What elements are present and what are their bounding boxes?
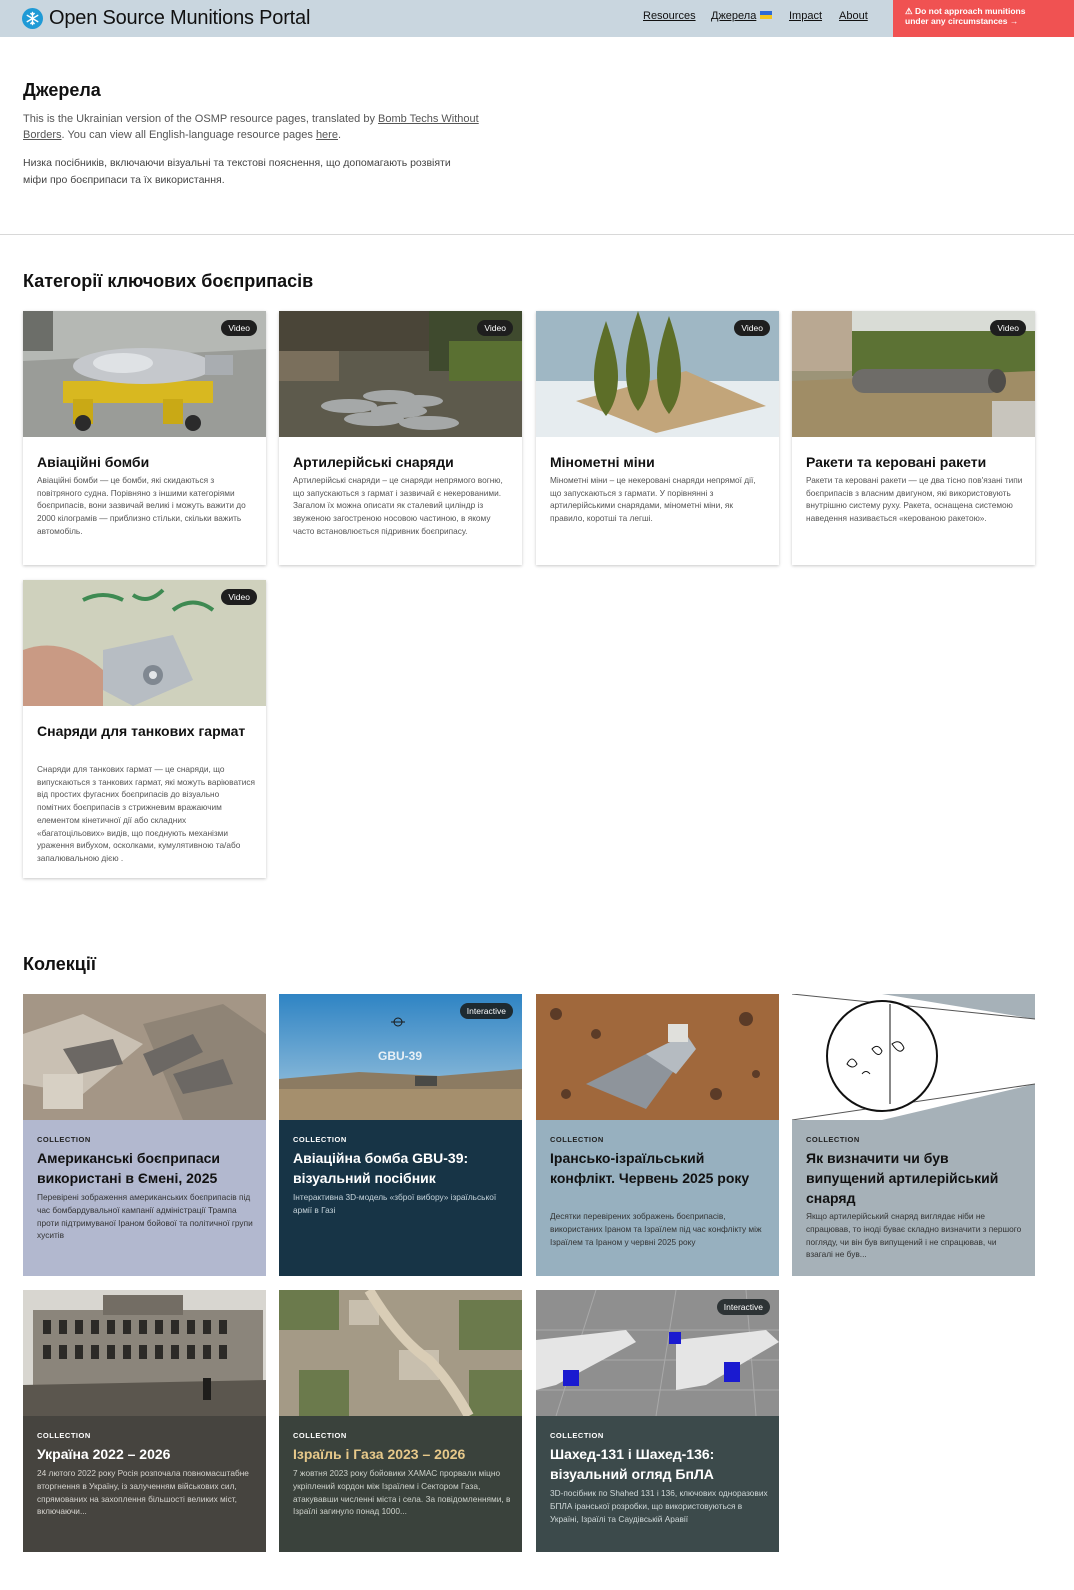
category-title: Ракети та керовані ракети (806, 454, 987, 470)
safety-warning-line-2: under any circumstances → (905, 16, 1019, 26)
gbu-39-overlay-text: GBU-39 (377, 1049, 423, 1063)
collection-label: COLLECTION (37, 1135, 91, 1144)
collection-title: Американські боєприпаси використані в Ємені, 2025 (37, 1150, 221, 1186)
interactive-badge: Interactive (460, 1003, 513, 1019)
categories-heading: Категорії ключових боєприпасів (23, 271, 314, 291)
category-title: Снаряди для танкових гармат (37, 723, 246, 739)
category-title: Артилерійські снаряди (293, 454, 454, 470)
shahed-drone-render (536, 1290, 779, 1416)
intro-text-end: . (337, 129, 342, 141)
intro-text-before: This is the Ukrainian version of the OSMP resource pages, translated by (23, 113, 379, 125)
gaza-satellite-image (279, 1290, 522, 1416)
collection-label: COLLECTION (293, 1135, 347, 1144)
aerial-bomb-photo (23, 311, 266, 437)
english-resources-link[interactable]: here (315, 129, 338, 141)
collection-label: COLLECTION (806, 1135, 860, 1144)
nav-about-link[interactable]: About (839, 10, 868, 22)
collection-description: Десятки перевірених зображень боєприпасів, використаних Іраном та Ізраїлем під час конфлікту між Ізраїлем та Іраном у червні 2025 року (550, 1211, 762, 1247)
artillery-shells-photo (279, 311, 522, 437)
rocket-photo (792, 311, 1035, 437)
collection-title: Ізраїль і Газа 2023 – 2026 (293, 1446, 466, 1462)
collections-heading: Колекції (23, 954, 96, 974)
collection-card-ukraine[interactable] (23, 1290, 266, 1552)
gbu-39-render (279, 994, 522, 1120)
video-badge: Video (990, 320, 1026, 336)
shell-diagram-illustration (792, 994, 1035, 1120)
safety-warning-line-1: ⚠ Do not approach munitions (905, 6, 1026, 16)
collection-title: Авіаційна бомба GBU-39: візуальний посібник (293, 1150, 469, 1186)
collection-label: COLLECTION (37, 1431, 91, 1440)
bomb-techs-link[interactable]: Bomb Techs Without Borders (23, 113, 479, 141)
collection-card-fired-shell[interactable] (792, 994, 1035, 1276)
category-description: Снаряди для танкових гармат — це снаряди, що випускаються з танкових гармат, які можуть варіюватися від простих фугасних боєприпасів до візуально помітних боєприпасів з стрижневим вражаючим елементом кінетичної дії або складних «багатоцільових» видів, що поєднують механізми ураження вибухом, осколками, кумулятивною та/або запалювальною дією . (37, 764, 255, 863)
collection-card-yemen-2025[interactable] (23, 994, 266, 1276)
category-title: Авіаційні бомби (37, 454, 150, 470)
collection-description: Інтерактивна 3D-модель «зброї вибору» ізраїльської армії в Газі (293, 1192, 497, 1215)
collection-label: COLLECTION (550, 1135, 604, 1144)
video-badge: Video (734, 320, 770, 336)
category-card-artillery-shells[interactable] (279, 311, 522, 565)
safety-warning-link[interactable] (893, 0, 1074, 37)
collection-label: COLLECTION (550, 1431, 604, 1440)
mortar-bombs-photo (536, 311, 779, 437)
collection-card-shahed[interactable] (536, 1290, 779, 1552)
video-badge: Video (221, 589, 257, 605)
collection-description: 24 лютого 2022 року Росія розпочала повномасштабне вторгнення в Україну, із залученням військових сил, спрямованих на захоплення більшості великих міст, включаючи... (37, 1468, 249, 1517)
site-title: Open Source Munitions Portal (49, 7, 311, 29)
video-badge: Video (221, 320, 257, 336)
collection-description: Якщо артилерійський снаряд виглядає ніби не спрацював, то іноді буває складно визначити з першого погляду, чи він був випущений і не спрацював, чи взагалі не був... (806, 1211, 1022, 1260)
collection-title: Як визначити чи був випущений артилерійський снаряд (806, 1150, 999, 1206)
nav-sources-label: Джерела (711, 10, 757, 22)
collection-title: Україна 2022 – 2026 (37, 1446, 171, 1462)
category-description: Авіаційні бомби — це бомби, які скидаються з повітряного судна. Порівняно з іншими категоріями боєприпасів, вони зазвичай великі і можуть важити до 2000 кілограмів — приблизно стільки, скільки важить автомобіль. (37, 475, 246, 536)
collection-card-gbu-39[interactable] (279, 994, 522, 1276)
collection-description: Перевірені зображення американських боєприпасів під час бомбардувальної кампанії адміністрації Трампа проти підтримуваної Іраном бойової та політичної групи хуситів (37, 1192, 253, 1241)
category-card-tank-rounds[interactable] (23, 580, 266, 878)
category-card-aerial-bombs[interactable] (23, 311, 266, 565)
category-card-mortar-bombs[interactable] (536, 311, 779, 565)
collection-title: Іранcько-ізраїльський конфлікт. Червень 2025 року (550, 1150, 750, 1186)
ukraine-building-photo (23, 1290, 266, 1416)
iran-israel-drone-photo (536, 994, 779, 1120)
top-navigation-bar (0, 0, 1074, 37)
intro-text-middle: . You can view all English-language resource pages (61, 129, 316, 141)
intro-description: Низка посібників, включаючи візуальні та текстові пояснення, що допомагають розвіяти міфи про боєприпаси та їх використання. (23, 157, 451, 186)
intro-translation-note (23, 111, 483, 143)
yemen-munitions-photo (23, 994, 266, 1120)
ukraine-flag-icon (760, 11, 772, 19)
brand-home-link[interactable] (22, 6, 310, 31)
collection-description: 7 жовтня 2023 року бойовики ХАМАС прорвали міцно укріплений кордон між Ізраїлем і Сектором Газа, атакувавши численні міста і села. За повідомленнями, в Ізраїлі загинуло понад 1000... (293, 1468, 511, 1517)
category-card-rockets[interactable] (792, 311, 1035, 565)
collection-title: Шахед-131 і Шахед-136: візуальний огляд БпЛА (550, 1446, 715, 1482)
category-title: Мінометні міни (550, 454, 655, 470)
nav-resources-link[interactable]: Resources (643, 10, 696, 22)
snowflake-logo-icon (22, 8, 43, 29)
tank-round-photo (23, 580, 266, 706)
collection-label: COLLECTION (293, 1431, 347, 1440)
collection-card-israel-gaza[interactable] (279, 1290, 522, 1552)
category-description: Мінометні міни – це некеровані снаряди непрямої дії, що запускаються з гармати. У порівнянні з артилерійськими снарядами, мінометні міни, як правило, коротші та легші. (550, 475, 756, 524)
collection-card-iran-israel[interactable] (536, 994, 779, 1276)
nav-impact-link[interactable]: Impact (789, 10, 823, 22)
section-divider (0, 234, 1074, 235)
category-description: Артилерійські снаряди – це снаряди непрямого вогню, що запускаються з гармат і зазвичай є некерованими. Загалом їх можна описати як сталевий циліндр із звуженою загостреною носовою частиною, в якому часто встановлюється підривник боєприпасу. (293, 475, 503, 536)
video-badge: Video (477, 320, 513, 336)
page-title: Джерела (23, 80, 101, 100)
nav-sources-link[interactable] (711, 10, 772, 22)
interactive-badge: Interactive (717, 1299, 770, 1315)
collection-description: 3D-посібник по Shahed 131 і 136, ключових одноразових БПЛА іранської розробки, що використовуються в Україні, Ізраїлі та Саудівській Аравії (550, 1488, 768, 1524)
category-description: Ракети та керовані ракети — це два тісно пов'язані типи боєприпасів з власним двигуном, які використовують внутрішню систему руху. Ракета, оснащена системою наведення називається «керованою ракетою». (806, 475, 1023, 524)
